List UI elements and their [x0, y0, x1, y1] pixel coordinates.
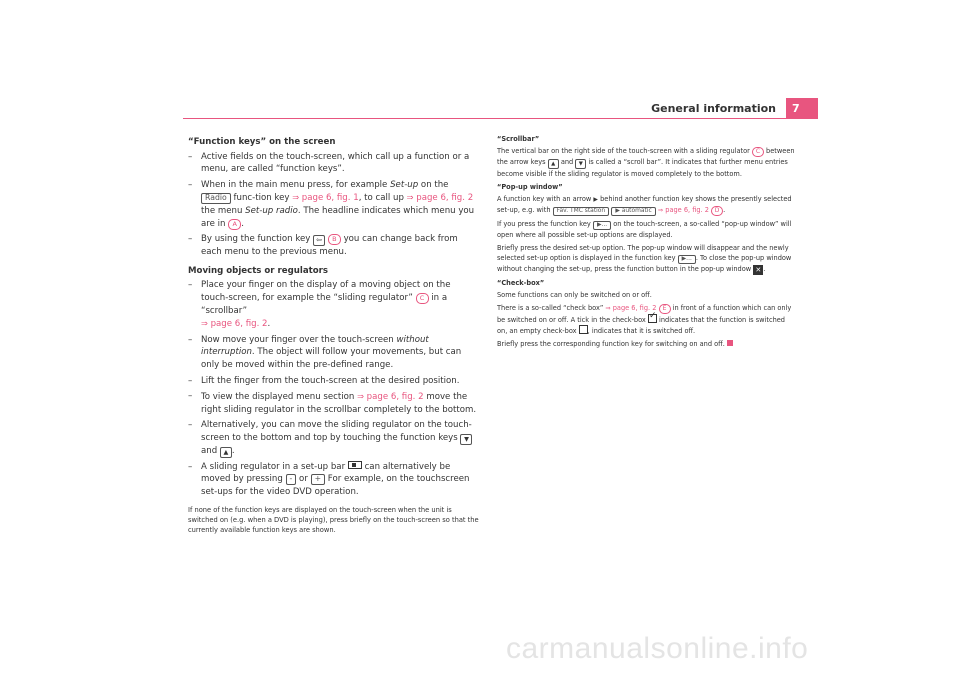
- heading-popup: “Pop-up window”: [497, 183, 563, 192]
- play-arrow-icon: ▶: [593, 196, 598, 204]
- page-number: 7: [786, 98, 818, 118]
- callout-e: E: [659, 304, 671, 314]
- arrow-down-icon: ▼: [575, 159, 586, 169]
- list-item: – Alternatively, you can move the sliding regulator on the touch-screen to the bottom and top by touching the function keys ▼ and ▲ .: [188, 420, 472, 456]
- close-icon: ✕: [753, 265, 763, 275]
- ref-arrow: ⇒: [657, 207, 664, 215]
- setup-bar-slider-icon: [348, 461, 362, 469]
- list-item: – Active fields on the touch-screen, which call up a function or a menu, are called “function keys”.: [188, 151, 470, 175]
- right-column: [497, 134, 797, 352]
- paragraph: If you press the function key ▶... on the touch-screen, a so-called “pop-up window” will open where all possible set-up options are displayed.: [497, 220, 792, 239]
- heading-checkbox: “Check-box”: [497, 278, 545, 287]
- callout-b: B: [328, 234, 341, 245]
- ref-arrow: ⇒: [201, 318, 208, 329]
- ref-arrow: ⇒: [292, 192, 300, 203]
- list-item: – Now move your finger over the touch-screen without interruption. The object will follow your movements, but can only be moved within the pre-defined range.: [188, 334, 462, 370]
- arrow-down-icon: ▼: [460, 434, 472, 445]
- page-link[interactable]: page 6, fig. 2: [665, 206, 709, 215]
- list-item: – A sliding regulator in a set-up bar can alternatively be moved by pressing - or + For example, on the touchscreen set-ups for the video DVD operation.: [188, 461, 470, 498]
- arrow-up-icon: ▲: [548, 159, 559, 169]
- popup-open-key: ▶...: [678, 255, 696, 264]
- callout-d: D: [711, 206, 723, 216]
- end-mark-icon: [727, 340, 733, 346]
- plus-key: +: [311, 474, 325, 485]
- header-rule: [183, 118, 818, 119]
- popup-open-key: ▶...: [593, 221, 611, 230]
- running-header-title: General information: [651, 102, 776, 115]
- list-item: – When in the main menu press, for example Set-up on the Radio func-tion key ⇒ page 6, fig. 1, to call up ⇒ page 6, fig. 2 the menu Set-up radio. The headline indicates which menu you are in A .: [188, 179, 475, 229]
- paragraph: The vertical bar on the right side of the touch-screen with a sliding regulator C between the arrow keys ▲ and ▼ is called a “scroll bar”. It indicates that further menu entries become visible if the sliding regulator is moved completely to the bottom.: [497, 147, 795, 179]
- back-arrow-icon: ⇦: [313, 235, 325, 246]
- paragraph: Briefly press the corresponding function key for switching on and off.: [497, 339, 797, 349]
- callout-c: C: [416, 293, 429, 304]
- list-item: – To view the displayed menu section ⇒ page 6, fig. 2 move the right sliding regulator in the scrollbar completely to the bottom.: [188, 391, 477, 415]
- heading-scrollbar: “Scrollbar”: [497, 135, 540, 143]
- page-link[interactable]: page 6, fig. 2: [612, 303, 657, 312]
- callout-c: C: [752, 147, 764, 157]
- list-item: – Lift the finger from the touch-screen at the desired position.: [188, 375, 460, 386]
- checked-checkbox-icon: [648, 314, 657, 323]
- page-link[interactable]: page 6, fig. 1: [301, 193, 359, 204]
- paragraph: A function key with an arrow ▶ behind another function key shows the presently selected set-up, e.g. with Fav. TMC station ▶ automatic ⇒ page 6, fig. 2 D .: [497, 195, 792, 215]
- page-link[interactable]: page 6, fig. 2: [416, 193, 474, 204]
- radio-key: Radio: [201, 193, 231, 204]
- list-item: – By using the function key ⇦ B you can change back from each menu to the previous menu.: [188, 234, 458, 258]
- paragraph: Briefly press the desired set-up option. The pop-up window will disappear and the newly selected set-up option is displayed in the function key ▶... . To close the pop-up window without changing the set-up, press the function button in the pop-up window ✕ .: [497, 244, 792, 274]
- left-column: [188, 134, 480, 535]
- arrow-up-icon: ▲: [220, 447, 232, 458]
- page-link[interactable]: page 6, fig. 2: [210, 319, 268, 330]
- page-link[interactable]: page 6, fig. 2: [366, 392, 424, 403]
- automatic-key: ▶ automatic: [611, 207, 655, 216]
- heading-function-keys: “Function keys” on the screen: [188, 137, 336, 147]
- note-text: If none of the function keys are displayed on the touch-screen when the unit is switched on (e.g. when a DVD is playing), press briefly on the touch-screen so that the currently available function keys are shown.: [188, 505, 479, 534]
- paragraph: There is a so-called “check box” ⇒ page 6, fig. 2 E in front of a function which can only be switched on or off. A tick in the check-box ✓ indicates that the function is switched on, an empty check-box , indicates that it is switched off.: [497, 303, 797, 336]
- fav-tmc-station-key: Fav. TMC station: [553, 207, 610, 216]
- minus-key: -: [286, 474, 297, 485]
- empty-checkbox-icon: [579, 325, 588, 334]
- list-item: – Place your finger on the display of a moving object on the touch-screen, for example the “sliding regulator” C in a “scrollbar” ⇒ page 6, fig. 2.: [188, 280, 451, 330]
- heading-moving-objects: Moving objects or regulators: [188, 265, 328, 276]
- watermark: carmanualsonline.info: [506, 632, 809, 665]
- ref-arrow: ⇒: [357, 391, 364, 402]
- ref-arrow: ⇒: [406, 192, 414, 203]
- ref-arrow: ⇒: [605, 304, 611, 312]
- paragraph: Some functions can only be switched on or off.: [497, 290, 652, 299]
- callout-a: A: [228, 219, 241, 230]
